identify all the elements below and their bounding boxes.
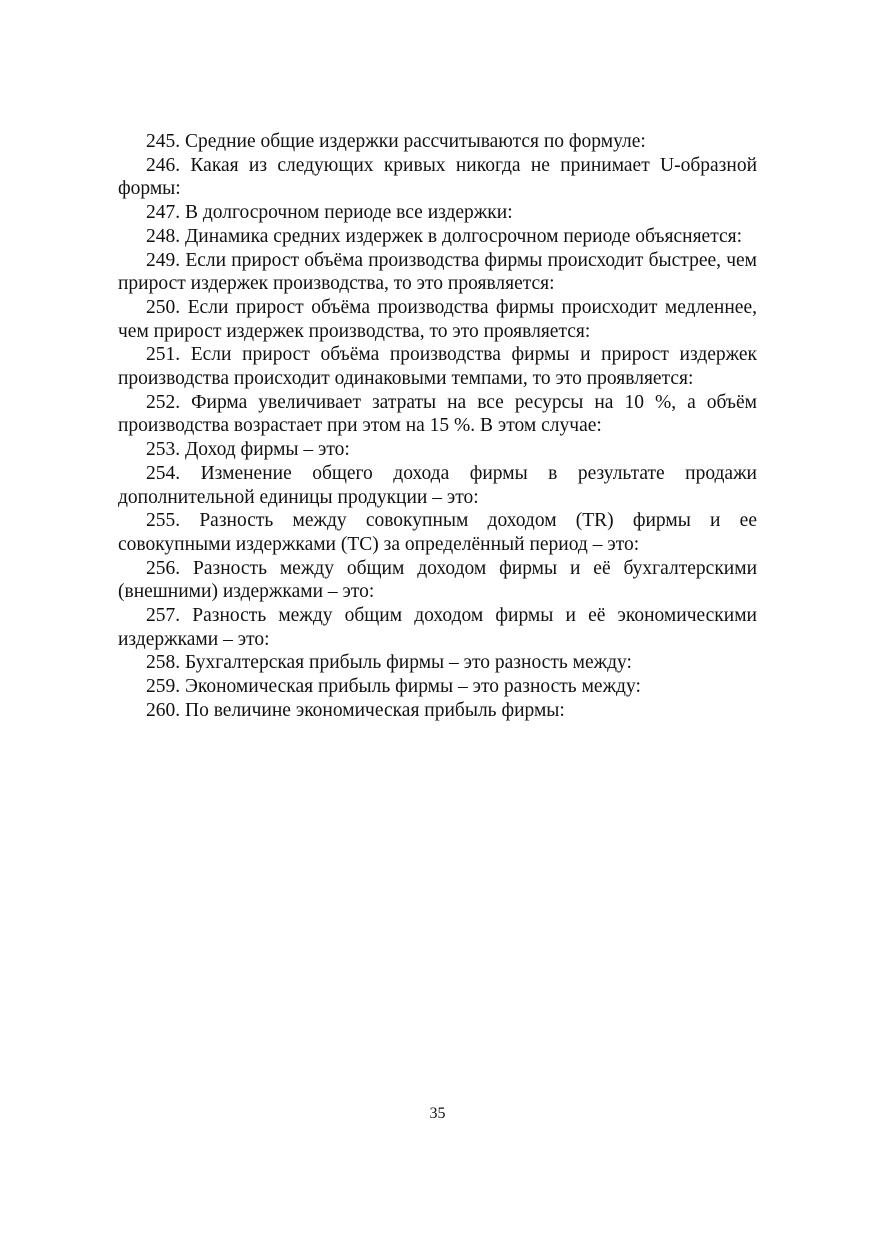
question-247: 247. В долгосрочном периоде все издержки: (146, 202, 513, 224)
question-256: 256. Разность между общим доходом фирмы и её бухгалтерскими (внешними) издержками – это: (118, 557, 757, 603)
question-245: 245. Средние общие издержки рассчитываются по формуле: (146, 131, 646, 152)
question-251: 251. Если прирост объёма производства фирмы и прирост издержек производства происходит одинаковыми темпами, то это проявляется: (118, 344, 757, 390)
question-260: 260. По величине экономическая прибыль фирмы: (146, 699, 565, 721)
question-249: 249. Если прирост объёма производства фирмы происходит быстрее, чем прирост издержек производства, то это проявляется: (118, 249, 757, 295)
question-250: 250. Если прирост объёма производства фирмы происходит медленнее, чем прирост издержек производства, то это проявляется: (118, 296, 757, 342)
page-number: 35 (429, 1105, 446, 1122)
question-254: 254. Изменение общего дохода фирмы в результате продажи дополнительной единицы продукции – это: (118, 462, 757, 508)
page-content (118, 130, 757, 723)
question-257: 257. Разность между общим доходом фирмы и её экономическими издержками – это: (118, 605, 757, 650)
question-252: 252. Фирма увеличивает затраты на все ресурсы на 10 %, а объём производства возрастает при этом на 15 %. В этом случае: (118, 391, 757, 437)
question-255: 255. Разность между совокупным доходом (TR) фирмы и ее совокупными издержками (TC) за определённый период – это: (118, 510, 757, 555)
question-253: 253. Доход фирмы – это: (146, 439, 350, 461)
question-246: 246. Какая из следующих кривых никогда не принимает U-образной формы: (118, 154, 757, 200)
question-259: 259. Экономическая прибыль фирмы – это разность между: (146, 676, 641, 698)
question-258: 258. Бухгалтерская прибыль фирмы – это разность между: (146, 652, 632, 674)
question-248: 248. Динамика средних издержек в долгосрочном периоде объясняется: (146, 225, 742, 247)
